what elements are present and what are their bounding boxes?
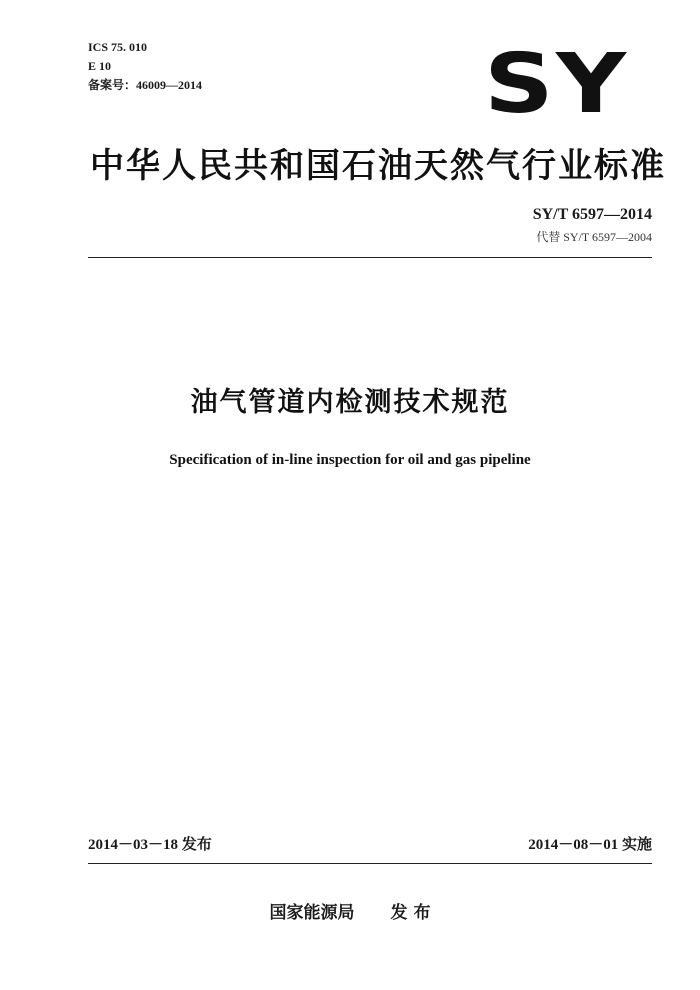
publisher-action: 发 布: [390, 903, 431, 923]
publisher-org: 国家能源局: [269, 903, 355, 923]
industry-standard-title: 中华人民共和国石油天然气行业标准: [90, 146, 666, 186]
record-number: 备案号：46009—2014: [88, 78, 203, 92]
top-divider: [88, 257, 652, 258]
sy-logo: SY: [484, 37, 629, 132]
effective-date: 2014－08－01 实施: [528, 837, 652, 853]
bottom-divider: [88, 863, 652, 864]
document-title-cn: 油气管道内检测技术规范: [190, 387, 510, 418]
class-code: E 10: [88, 59, 112, 73]
ics-code: ICS 75. 010: [88, 40, 148, 54]
issue-date: 2014－03－18 发布: [88, 837, 212, 853]
document-title-en: Specification of in-line inspection for oil and gas pipeline: [169, 452, 531, 468]
publisher-line: [0, 898, 700, 923]
standard-number: SY/T 6597—2014: [532, 206, 652, 223]
classification-block: [88, 38, 202, 95]
replaces-standard: 代替 SY/T 6597—2004: [536, 230, 652, 244]
standard-code-block: [533, 206, 652, 245]
